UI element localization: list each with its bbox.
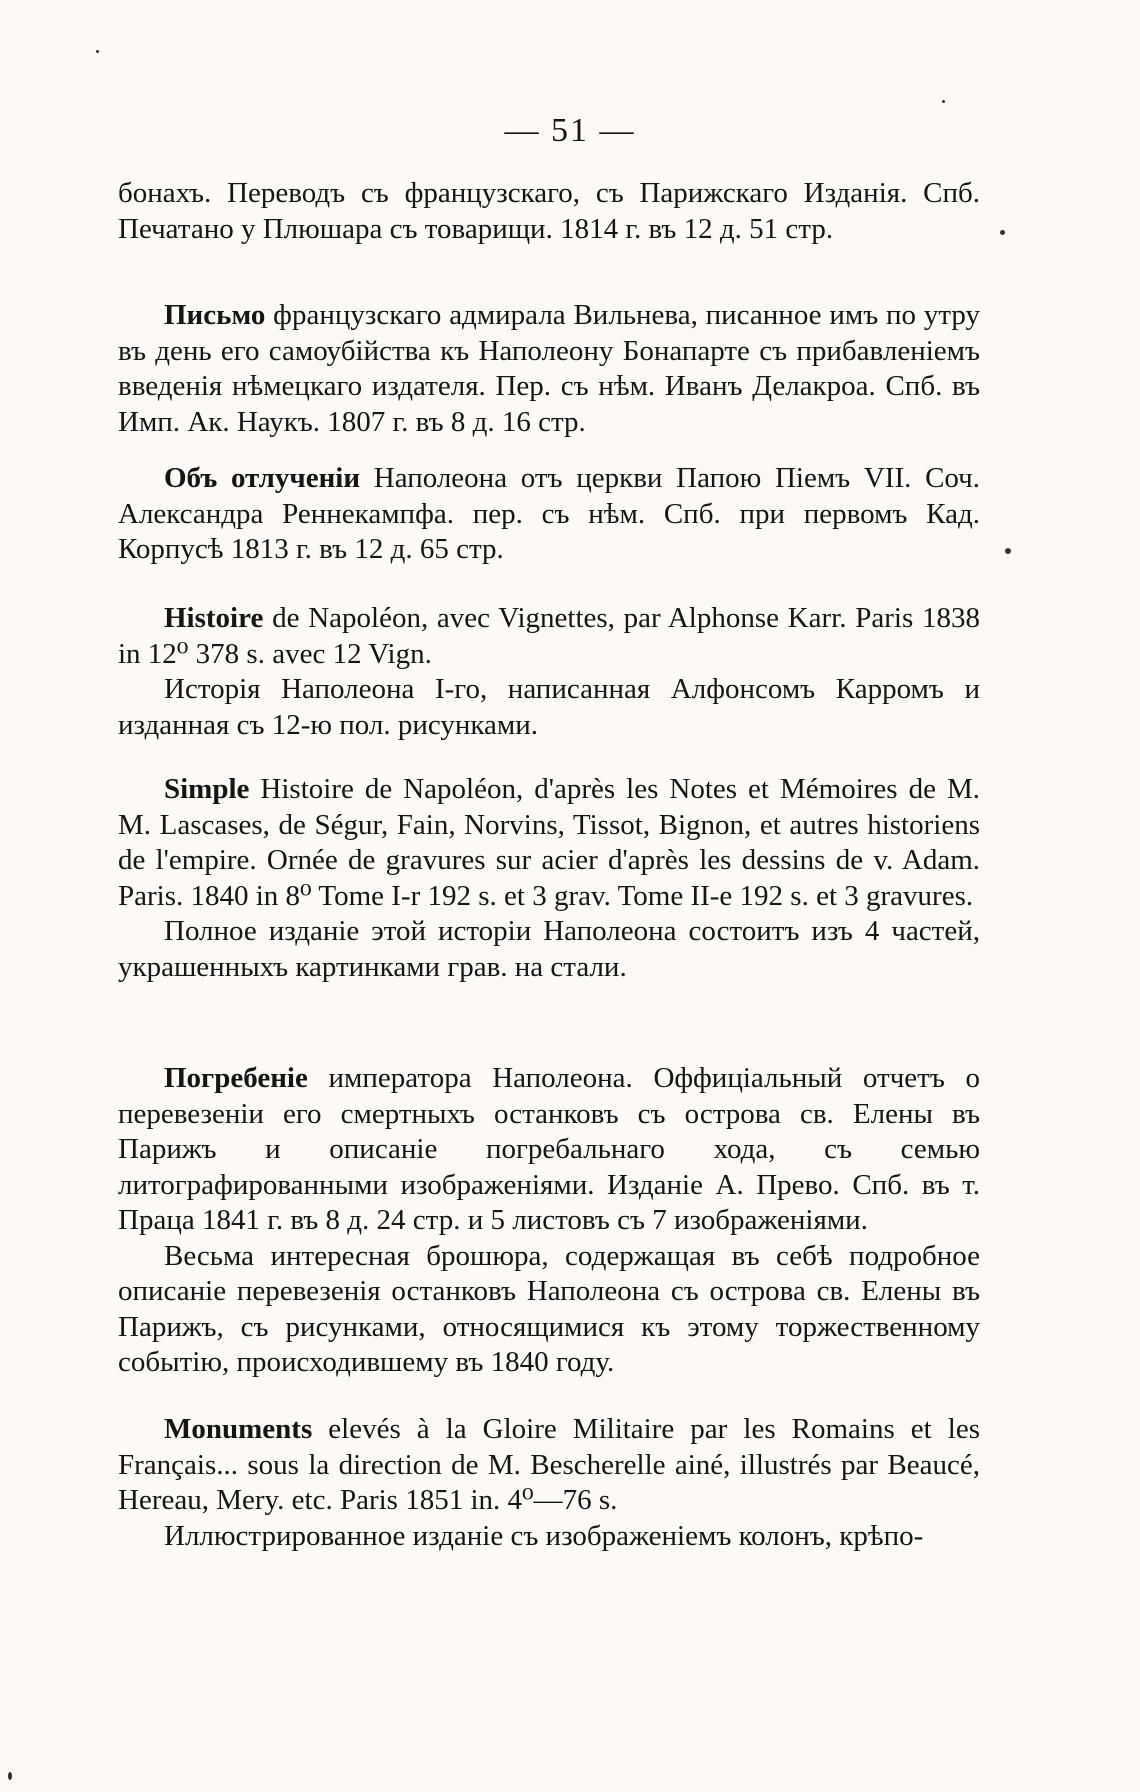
- scan-speck: [942, 100, 945, 103]
- entry-lead-word: Histoire: [164, 602, 264, 634]
- bibliography-entry: [118, 1412, 980, 1554]
- bibliography-entry: [118, 601, 980, 743]
- entry-note: Иллюстрированное изданіе съ изображеніемъ колонъ, крѣпо-: [164, 1519, 924, 1552]
- entry-description: [118, 176, 980, 247]
- entry-text: Histoire de Napoléon, d'après les Notes et Mémoires de M. M. Lascases, de Ségur, Fain, Norvins, Tissot, Bignon, et autres historiens de l'empire. Ornée de gravures sur acier d'après les dessins de v. Adam. Paris. 1840 in 8⁰ Tome I-r 192 s. et 3 grav. Tome II-e 192 s. et 3 gravures.: [118, 773, 980, 912]
- entry-note: Полное изданіе этой исторіи Наполеона состоитъ изъ 4 частей, украшенныхъ картинками грав. на стали.: [118, 915, 980, 983]
- entry-description: [118, 772, 980, 914]
- entry-description: [118, 1061, 980, 1239]
- bibliography-entry-continuation: [118, 176, 980, 247]
- bibliography-entry: [118, 461, 980, 568]
- bibliography-entry: [118, 298, 980, 440]
- entry-text: бонахъ. Переводъ съ французскаго, съ Парижскаго Изданія. Спб. Печатано у Плюшара съ товарищи. 1814 г. въ 12 д. 51 стр.: [118, 177, 980, 245]
- entry-text: elevés à la Gloire Militaire par les Romains et les Français... sous la direction de M. Bescherelle ainé, illustrés par Beaucé, Hereau, Mery. etc. Paris 1851 in. 4⁰—76 s.: [118, 1413, 980, 1516]
- scan-speck: [8, 1772, 12, 1780]
- bibliography-entry: [118, 1061, 980, 1381]
- entry-lead-word: Погребеніе: [164, 1062, 308, 1094]
- bibliography-entry: [118, 772, 980, 985]
- entry-lead-word: Monuments: [164, 1413, 313, 1445]
- entry-note: Исторія Наполеона I-го, написанная Алфонсомъ Карромъ и изданная съ 12-ю пол. рисунками.: [118, 673, 980, 741]
- entry-text: императора Наполеона. Оффиціальный отчетъ о перевезеніи его смертныхъ останковъ съ острова св. Елены въ Парижъ и описаніе погребальнаго хода, съ семью литографированными изображеніями. Изданіе А. Прево. Спб. въ т. Праца 1841 г. въ 8 д. 24 стр. и 5 листовъ съ 7 изображеніями.: [118, 1062, 980, 1236]
- scan-speck: [1005, 548, 1011, 554]
- entry-description: [118, 1412, 980, 1519]
- scan-speck: [96, 50, 99, 53]
- entry-text: Наполеона отъ церкви Папою Піемъ VII. Соч. Александра Реннекампфа. пер. съ нѣм. Спб. при первомъ Кад. Корпусѣ 1813 г. въ 12 д. 65 стр.: [118, 462, 980, 565]
- entry-description: [118, 601, 980, 672]
- entry-text: французскаго адмирала Вильнева, писанное имъ по утру въ день его самоубійства къ Наполеону Бонапарте съ прибавленіемъ введенія нѣмецкаго издателя. Пер. съ нѣм. Иванъ Делакроа. Спб. въ Имп. Ак. Наукъ. 1807 г. въ 8 д. 16 стр.: [118, 299, 980, 438]
- entry-lead-word: Объ отлученіи: [164, 462, 361, 494]
- scan-speck: [1000, 230, 1005, 235]
- entry-text: de Napoléon, avec Vignettes, par Alphonse Karr. Paris 1838 in 12⁰ 378 s. avec 12 Vign.: [118, 602, 980, 670]
- entry-description: [118, 298, 980, 440]
- entry-description: [118, 461, 980, 568]
- page-number: — 51 —: [504, 112, 636, 149]
- entry-note: Весьма интересная брошюра, содержащая въ себѣ подробное описаніе перевезенія останковъ Наполеона съ острова св. Елены въ Парижъ, съ рисунками, относящимися къ этому торжественному событію, происходившему въ 1840 году.: [118, 1239, 980, 1378]
- entry-lead-word: Simple: [164, 773, 250, 805]
- entry-lead-word: Письмо: [164, 299, 266, 331]
